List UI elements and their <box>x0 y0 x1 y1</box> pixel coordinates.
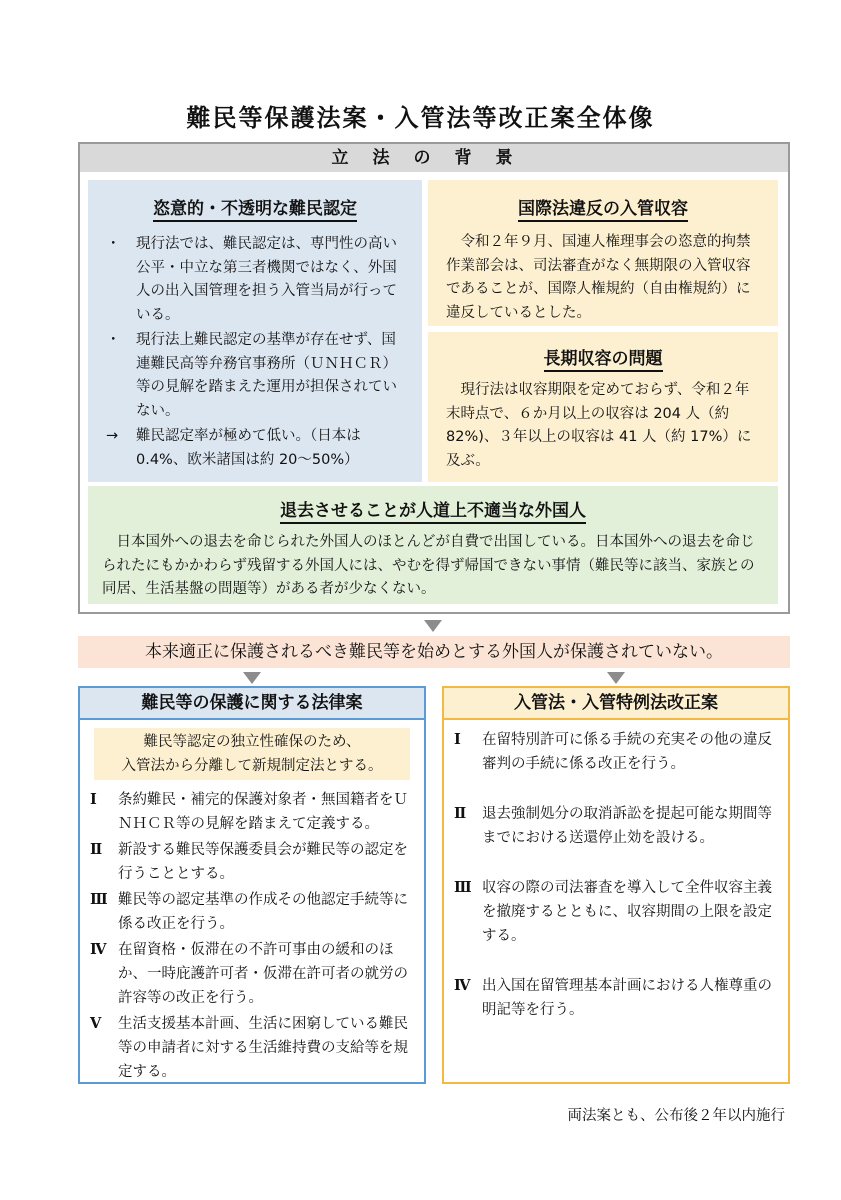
list-item: Ⅳ 在留資格・仮滞在の不許可事由の緩和のほか、一時庇護許可者・仮滞在許可者の就労の許容等の改正を行う。 <box>90 941 408 1006</box>
list-item: Ⅱ 退去強制処分の取消訴訟を提起可能な期間等までにおける送還停止効を設ける。 <box>454 805 772 846</box>
bullet-marker: ・ <box>106 236 121 252</box>
list-item: Ⅳ 出入国在留管理基本計画における人権尊重の明記等を行う。 <box>454 977 772 1018</box>
immigration-bill-items <box>454 728 782 1022</box>
long-detention-title: 長期収容の問題 <box>544 349 663 372</box>
down-arrow-icon <box>607 672 625 684</box>
arbitrary-recognition-title: 恣意的・不透明な難民認定 <box>153 199 357 222</box>
international-law-title: 国際法違反の入管収容 <box>518 199 688 222</box>
arbitrary-recognition-list <box>106 233 404 472</box>
bullet-marker: ・ <box>106 332 121 348</box>
deportation-text: 日本国外への退去を命じられた外国人のほとんどが自費で出国している。日本国外への退去を命じられたにもかかわらず残留する外国人には、やむを得ず帰国できない事情（難民等に該当、家族との同居、生活基盤の問題等）がある者が少なくない。 <box>102 534 755 597</box>
refugee-bill-note: 難民等認定の独立性確保のため、 入管法から分離して新規制定法とする。 <box>94 728 410 780</box>
long-detention-panel <box>428 332 778 482</box>
document-title: 難民等保護法案・入管法等改正案全体像 <box>186 104 655 132</box>
list-item: Ⅱ 新設する難民等保護委員会が難民等の認定を行うこととする。 <box>90 841 408 882</box>
down-arrow-icon <box>424 620 442 632</box>
arbitrary-recognition-panel <box>88 180 422 482</box>
long-detention-text: 現行法は収容期限を定めておらず、令和２年末時点で、６か月以上の収容は 204 人（約82%)、３年以上の収容は 41 人（約 17%）に及ぶ。 <box>446 382 752 469</box>
list-item: → 難民認定率が極めて低い。（日本は0.4%、欧米諸国は約 20～50%） <box>106 425 404 472</box>
list-item: ・ 現行法では、難民認定は、専門性の高い公平・中立な第三者機関ではなく、外国人の出入国管理を担う入管当局が行っている。 <box>106 233 404 327</box>
list-item: Ⅰ 在留特別許可に係る手続の充実その他の違反審判の手続に係る改正を行う。 <box>454 731 772 772</box>
enforcement-note: 両法案とも、公布後２年以内施行 <box>567 1108 785 1124</box>
conclusion-banner: 本来適正に保護されるべき難民等を始めとする外国人が保護されていない。 <box>78 636 790 668</box>
list-item: Ⅴ 生活支援基本計画、生活に困窮している難民等の申請者に対する生活維持費の支給等を規定する。 <box>90 1015 408 1080</box>
down-arrow-icon <box>243 672 261 684</box>
arrow-marker: → <box>106 428 119 444</box>
background-heading: 立法の背景 <box>80 144 788 172</box>
refugee-bill-title: 難民等の保護に関する法律案 <box>80 688 424 720</box>
international-law-text: 令和２年９月、国連人権理事会の恣意的拘禁作業部会は、司法審査がなく無期限の入管収容であることが、国際人権規約（自由権規約）に違反しているとした。 <box>446 234 751 321</box>
international-law-panel <box>428 180 778 326</box>
refugee-bill-items <box>90 788 418 1084</box>
immigration-bill-title: 入管法・入管特例法改正案 <box>444 688 788 720</box>
list-item: Ⅲ 難民等の認定基準の作成その他認定手続等に係る改正を行う。 <box>90 891 408 932</box>
list-item: Ⅰ 条約難民・補完的保護対象者・無国籍者をＵＮＨＣＲ等の見解を踏まえて定義する。 <box>90 791 408 832</box>
list-item: ・ 現行法上難民認定の基準が存在せず、国連難民高等弁務官事務所（ＵＮＨＣＲ）等の見解を踏まえた運用が担保されていない。 <box>106 329 404 423</box>
list-item: Ⅲ 収容の際の司法審査を導入して全件収容主義を撤廃するとともに、収容期間の上限を設定する。 <box>454 879 772 944</box>
immigration-bill-box <box>442 686 790 1084</box>
deportation-title: 退去させることが人道上不適当な外国人 <box>280 501 586 524</box>
refugee-bill-box <box>78 686 426 1084</box>
deportation-panel <box>88 486 778 604</box>
